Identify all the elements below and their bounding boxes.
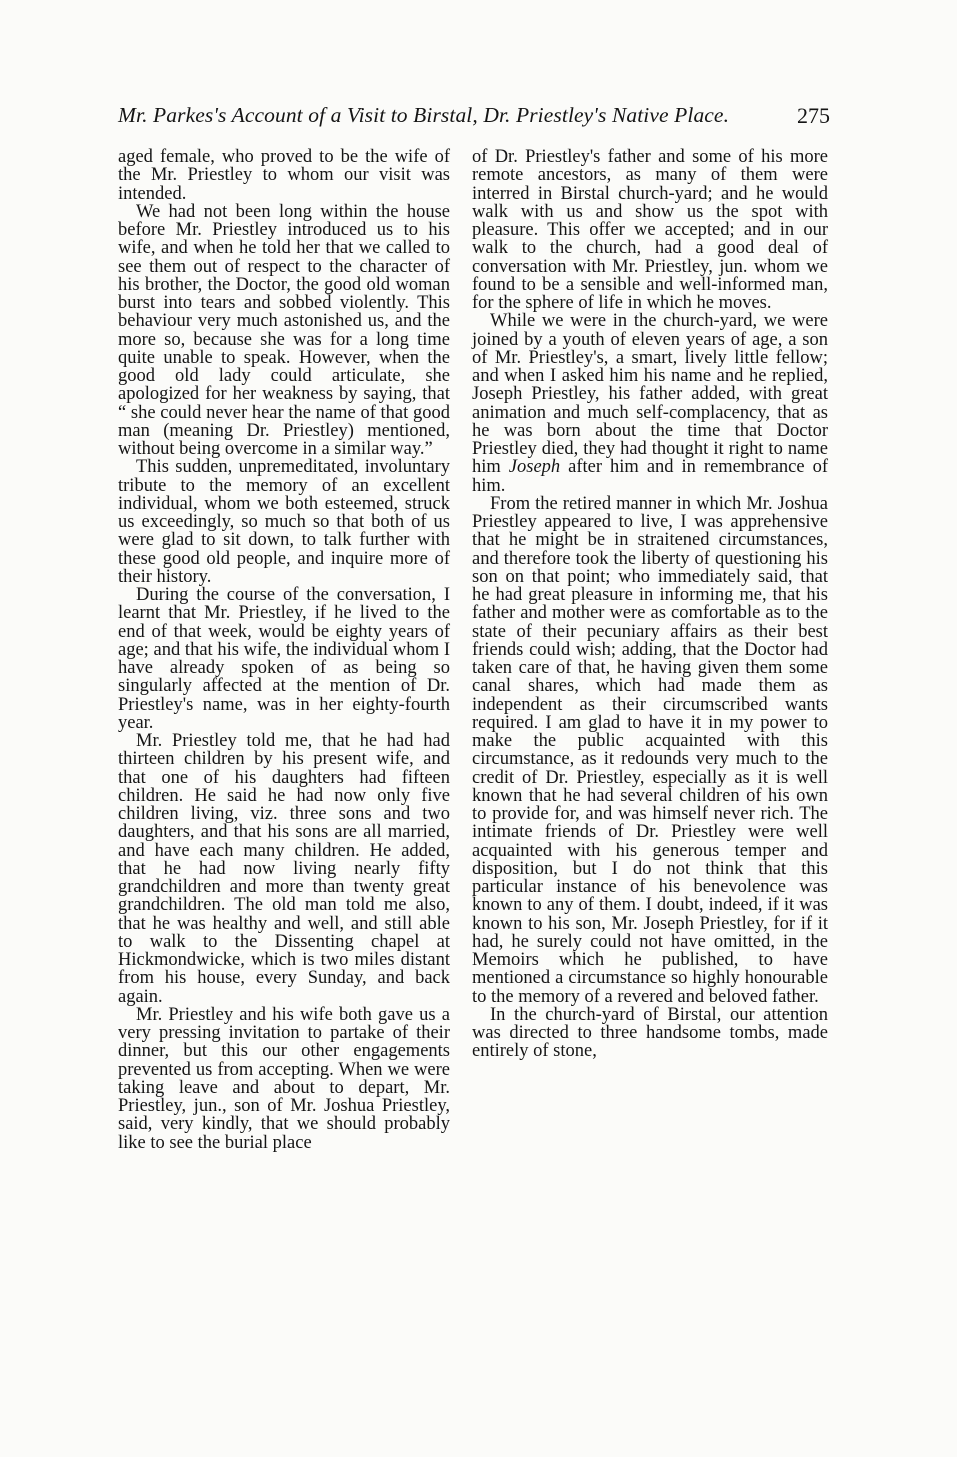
right-column	[472, 148, 828, 1061]
paragraph: During the course of the conversation, I learnt that Mr. Priestley, if he lived to the end of that week, would be eighty years of age; and that his wife, the individual whom I have already spoken of as being so singularly affected at the mention of Dr. Priestley's name, was in her eighty-fourth year.	[118, 585, 450, 733]
paragraph: From the retired manner in which Mr. Joshua Priestley appeared to live, I was apprehensive that he might be in straitened circumstances, and therefore took the liberty of questioning his son on that point; who immediately said, that he had great pleasure in informing me, that his father and mother were as comfortable as to the state of their pecuniary affairs as their best friends could wish; adding, that the Doctor had taken care of that, he having given them some canal shares, which had made them as independent as their circumscribed wants required. I am glad to have it in my power to make the public acquainted with this circumstance, as it redounds very much to the credit of Dr. Priestley, especially as it is well known that he had several children of his own to provide for, and was himself never rich. The intimate friends of Dr. Priestley were well acquainted with his generous temper and disposition, but I do not think that this particular instance of his benevolence was known to any of them. I doubt, indeed, if it was known to his son, Mr. Joseph Priestley, for if it had, he surely could not have omitted, in the Memoirs which he published, to have mentioned a circumstance so highly honourable to the memory of a revered and beloved father.	[472, 493, 828, 1007]
paragraph-text: While we were in the church-yard, we were joined by a youth of eleven years of age, a son of Mr. Priestley's, a smart, lively little fellow; and when I asked him his name and he replied, Joseph Priestley, his father added, with great animation and much self-complacency, that as he was born about the time that Doctor Priestley died, they had thought it right to name him	[472, 311, 828, 478]
paragraph: We had not been long within the house before Mr. Priestley introduced us to his wife, and when he told her that we called to see them out of respect to the character of his brother, the Doctor, the good old woman burst into tears and sobbed violently. This behaviour very much astonished us, and the more so, because she was for a long time quite unable to speak. However, when the good old lady could articulate, she apologized for her weakness by saying, that “ she could never hear the name of that good man (meaning Dr. Priestley) mentioned, without being overcome in a similar way.”	[118, 201, 450, 459]
left-column	[118, 148, 450, 1152]
paragraph-text: after him and in remembrance of him.	[472, 457, 828, 496]
running-title: Mr. Parkes's Account of a Visit to Birstal, Dr. Priestley's Native Place.	[118, 103, 730, 127]
paragraph: of Dr. Priestley's father and some of his more remote ancestors, as many of them were interred in Birstal church-yard; and he would walk with us and show us the spot with pleasure. This offer we accepted; and in our walk to the church, had a good deal of conversation with Mr. Priestley, jun. whom we found to be a sensible and well-informed man, for the sphere of life in which he moves.	[472, 147, 828, 313]
page-header	[118, 103, 830, 137]
paragraph: In the church-yard of Birstal, our attention was directed to three handsome tombs, made entirely of stone,	[472, 1004, 828, 1062]
paragraph: aged female, who proved to be the wife of the Mr. Priestley to whom our visit was intended.	[118, 147, 450, 204]
paragraph: This sudden, unpremeditated, involuntary tribute to the memory of an excellent individual, whom we both esteemed, struck us exceedingly, so much so that both of us were glad to sit down, to talk further with these good old people, and inquire more of their history.	[118, 457, 450, 587]
paragraph	[472, 312, 828, 495]
page-number: 275	[797, 103, 830, 128]
italic-name: Joseph	[508, 457, 561, 478]
paragraph: Mr. Priestley told me, that he had had thirteen children by his present wife, and that one of his daughters had fifteen children. He said he had now only five children living, viz. three sons and two daughters, and that his sons are all married, and have each many children. He added, that he had now living nearly fifty grandchildren and more than twenty great grandchildren. The old man told me also, that he was healthy and well, and still able to walk to the Dissenting chapel at Hickmondwicke, which is two miles distant from his house, every Sunday, and back again.	[118, 731, 450, 1007]
paragraph: Mr. Priestley and his wife both gave us a very pressing invitation to partake of their dinner, but this our other engagements prevented us from accepting. When we were taking leave and about to depart, Mr. Priestley, jun., son of Mr. Joshua Priestley, said, very kindly, that we should probably like to see the burial place	[118, 1004, 450, 1153]
